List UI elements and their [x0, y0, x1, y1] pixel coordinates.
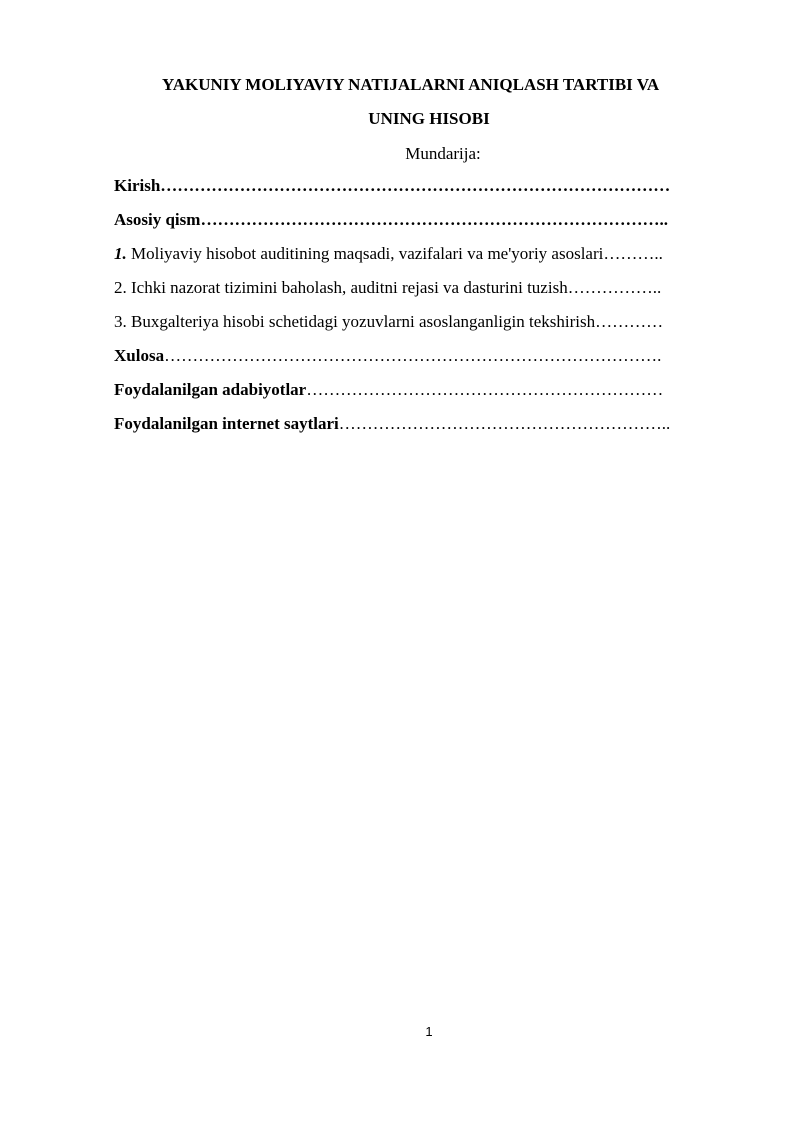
- toc-entry-section-3: [114, 312, 744, 346]
- toc-entry-text: Moliyaviy hisobot auditining maqsadi, vazifalari va me'yoriy asoslari………..: [126, 244, 663, 263]
- toc-entry-leader: ………………………………………………………: [306, 380, 664, 399]
- toc-entry-leader: …………………………………………………..: [338, 414, 671, 433]
- toc-entry-section-2: [114, 278, 744, 312]
- toc-entry-section-1: [114, 244, 744, 278]
- toc-entry-label: Xulosa: [114, 346, 165, 365]
- toc-entry-label: Asosiy qism: [114, 210, 201, 229]
- table-of-contents-heading: Mundarija:: [405, 144, 481, 163]
- toc-entry-asosiy-qism: [114, 210, 744, 244]
- toc-entry-label: Foydalanilgan adabiyotlar: [114, 380, 307, 399]
- page-number: 1: [425, 1024, 433, 1039]
- toc-entry-number: 1.: [114, 244, 127, 263]
- toc-entry-kirish: [114, 176, 744, 210]
- toc-entry-label: Foydalanilgan internet saytlari: [114, 414, 339, 433]
- toc-entry-internet-saytlari: [114, 414, 744, 448]
- toc-entry-adabiyotlar: [114, 380, 744, 414]
- toc-entry-label: Kirish: [114, 176, 161, 195]
- toc-entry-leader: ………………………………………………………………………………: [160, 176, 671, 195]
- document-title-line-2: UNING HISOBI: [368, 109, 490, 128]
- toc-entry-text: 2. Ichki nazorat tizimini baholash, auditni rejasi va dasturini tuzish……………..: [114, 278, 662, 297]
- toc-entry-text: 3. Buxgalteriya hisobi schetidagi yozuvlarni asoslanganligin tekshirish…………: [114, 312, 664, 331]
- toc-entry-xulosa: [114, 346, 744, 380]
- document-title-line-1: YAKUNIY MOLIYAVIY NATIJALARNI ANIQLASH TARTIBI VA: [162, 75, 660, 94]
- table-of-contents: [114, 176, 744, 448]
- toc-entry-leader: ………………………………………………………………………..: [200, 210, 668, 229]
- toc-entry-leader: …………………………………………………………………………….: [164, 346, 662, 365]
